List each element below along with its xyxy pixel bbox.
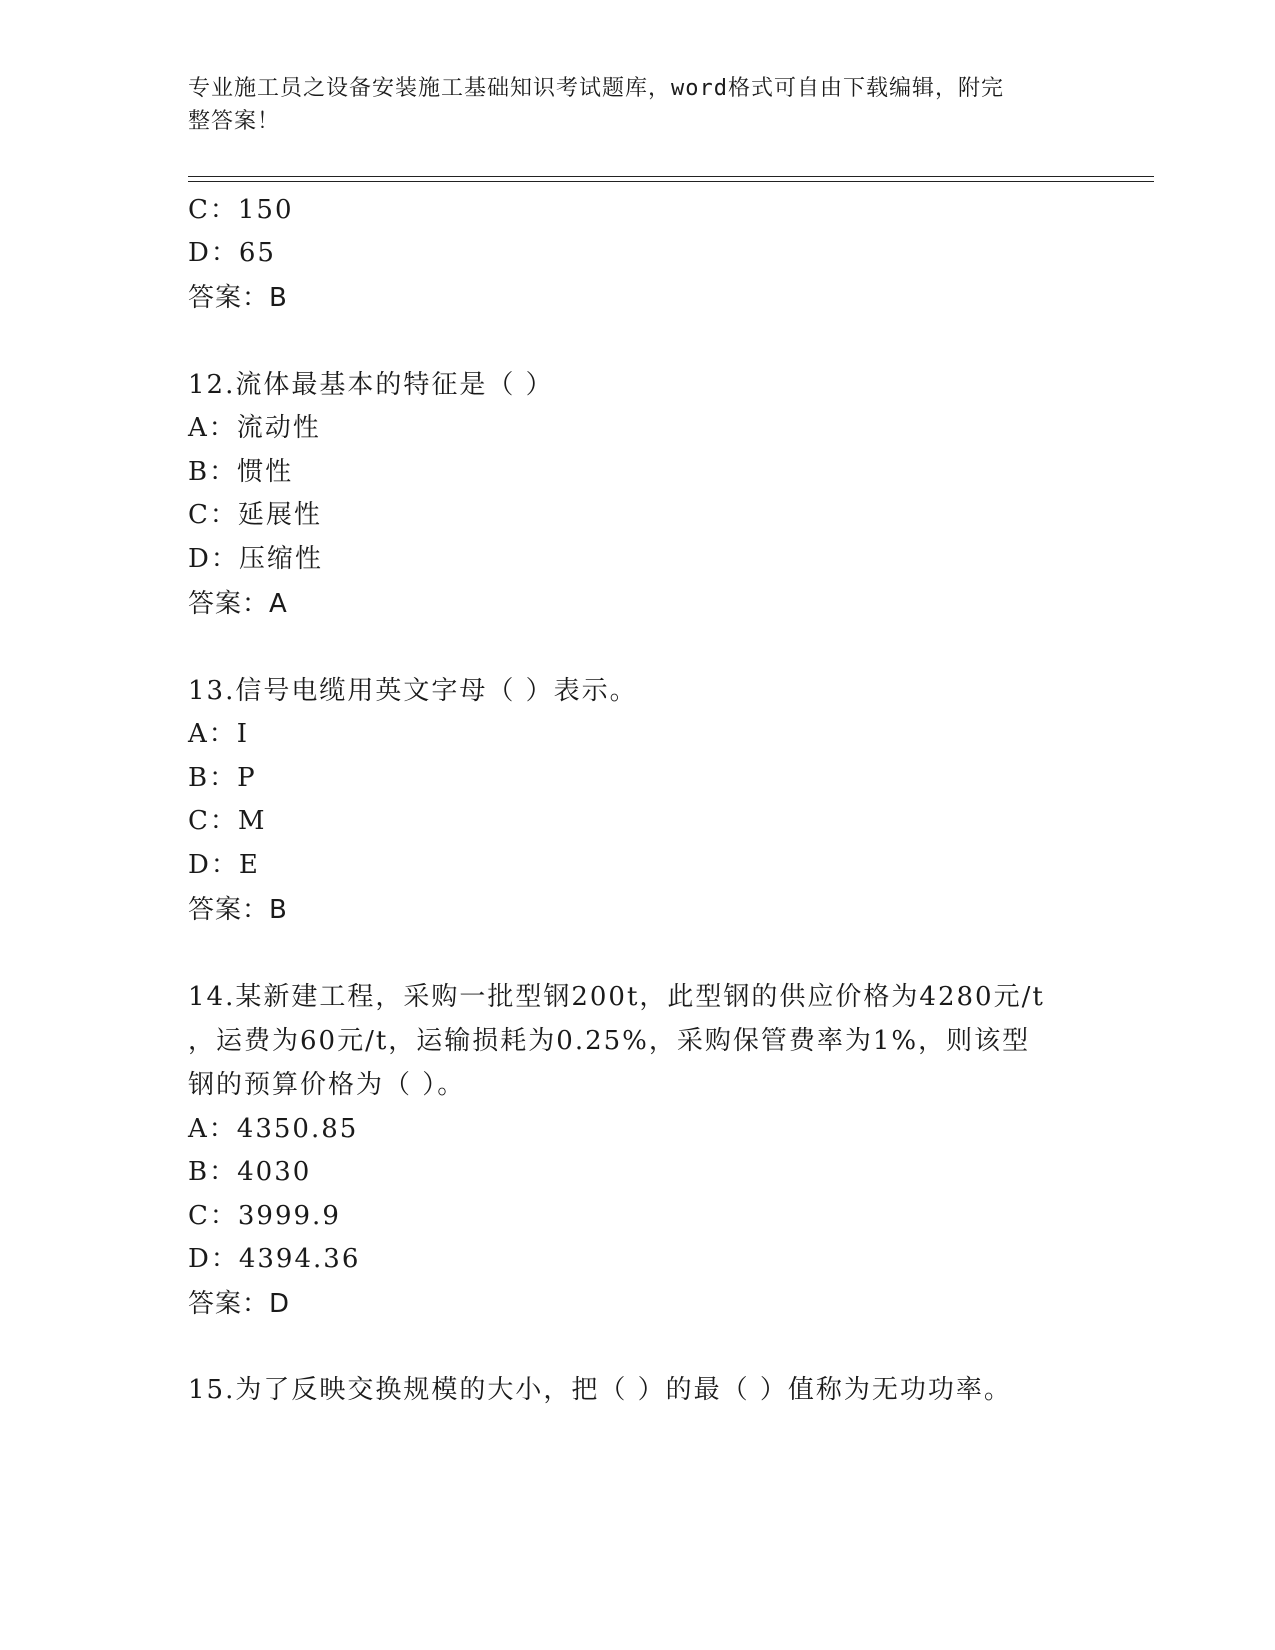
q14-option-a: A：4350.85 xyxy=(188,1114,359,1144)
q12-option-a: A：流动性 xyxy=(188,413,321,443)
q13-option-a: A：I xyxy=(188,719,250,749)
q11-option-d: D：65 xyxy=(188,238,276,268)
q14-question-line-1: 14.某新建工程，采购一批型钢200t，此型钢的供应价格为4280元/t xyxy=(188,982,1045,1012)
header-line-1: 专业施工员之设备安装施工基础知识考试题库，word格式可自由下载编辑，附完 xyxy=(188,76,1004,101)
q12-option-d: D：压缩性 xyxy=(188,544,323,574)
q13-question: 13.信号电缆用英文字母（ ）表示。 xyxy=(188,676,638,706)
q12-option-b: B：惯性 xyxy=(188,457,294,487)
page-header xyxy=(188,72,1088,138)
q14-option-c: C：3999.9 xyxy=(188,1201,341,1231)
header-divider-bottom xyxy=(188,181,1154,182)
q14-option-b: B：4030 xyxy=(188,1157,312,1187)
q12-question: 12.流体最基本的特征是（ ） xyxy=(188,370,554,400)
q14-question-line-2: ，运费为60元/t，运输损耗为0.25%，采购保管费率为1%，则该型 xyxy=(188,1026,1031,1056)
q11-option-c: C：150 xyxy=(188,195,294,225)
header-line-2: 整答案！ xyxy=(188,109,281,134)
q14-option-d: D：4394.36 xyxy=(188,1244,361,1274)
q12-option-c: C：延展性 xyxy=(188,500,322,530)
q13-answer: 答案：B xyxy=(188,895,288,925)
q11-answer: 答案：B xyxy=(188,283,288,313)
q14-question-line-3: 钢的预算价格为（ ）。 xyxy=(188,1070,466,1100)
q14-answer: 答案：D xyxy=(188,1289,291,1319)
q12-answer: 答案：A xyxy=(188,589,288,619)
q15-question: 15.为了反映交换规模的大小，把（ ）的最（ ）值称为无功功率。 xyxy=(188,1375,1012,1405)
header-divider-top xyxy=(188,176,1154,177)
q13-option-c: C：M xyxy=(188,806,267,836)
q13-option-d: D：E xyxy=(188,850,260,880)
q13-option-b: B：P xyxy=(188,763,257,793)
